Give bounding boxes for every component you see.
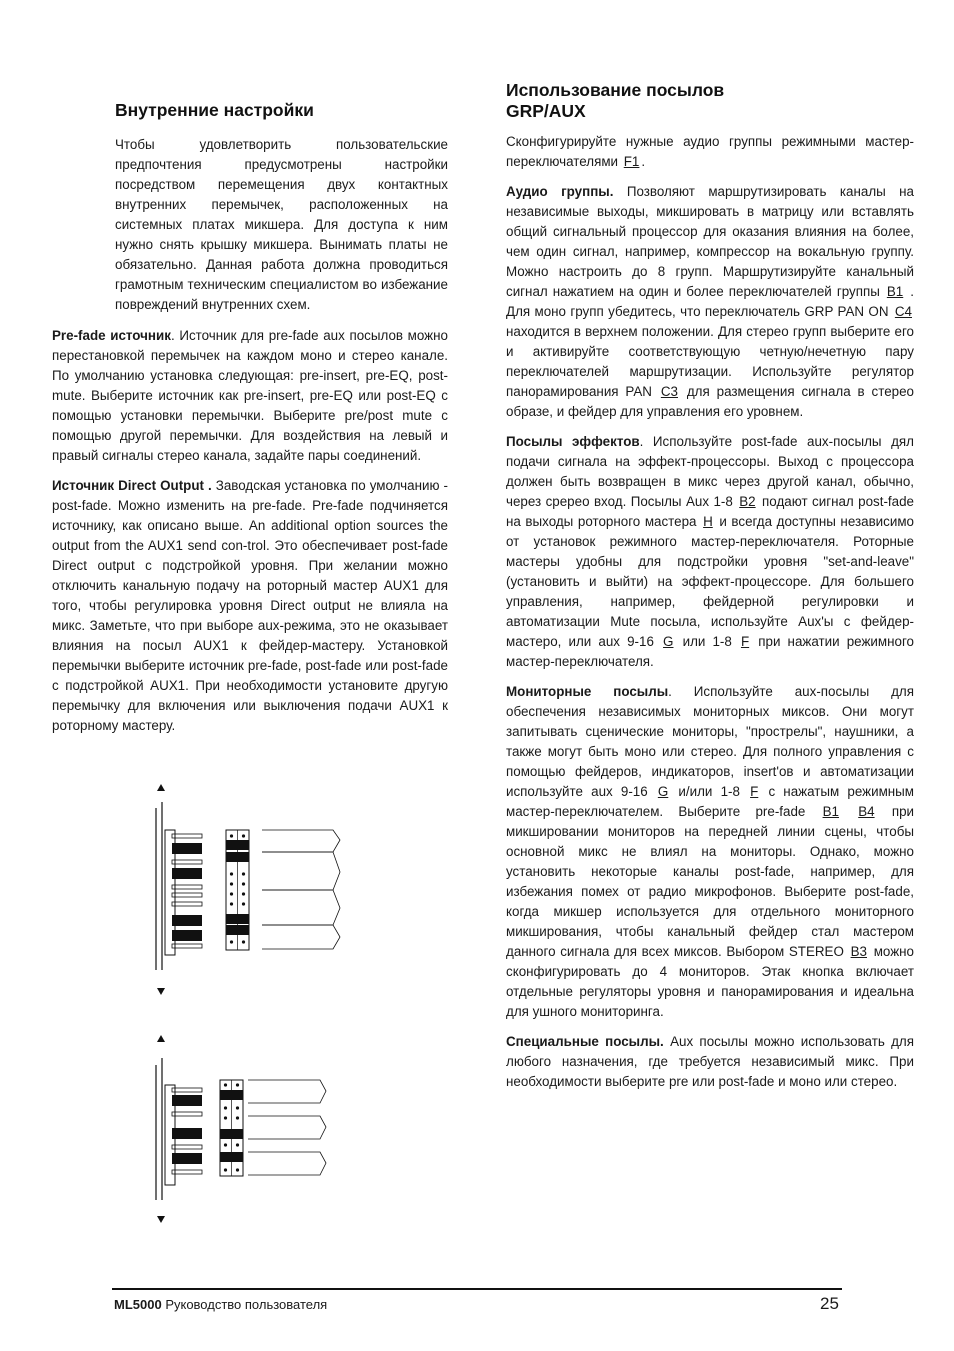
grp-aux-intro: [506, 132, 914, 172]
audio-groups-text-4: для размещения сигнала в стерео образе, и фейдер для управления его уровнем.: [506, 384, 914, 419]
ref-c3: C3: [660, 384, 678, 399]
footer-guide: Руководство пользователя: [161, 1297, 328, 1312]
ref-b2: B2: [739, 494, 756, 509]
left-column: [52, 100, 448, 746]
ref-h: H: [703, 514, 713, 529]
ref-b3: B3: [850, 944, 867, 959]
section-title-line2: GRP/AUX: [506, 101, 586, 121]
special-sends-lead: Специальные посылы.: [506, 1034, 664, 1049]
footer-divider: [112, 1288, 842, 1290]
arrow-down-icon: [157, 988, 165, 995]
internal-settings-section: [52, 100, 448, 315]
connector-pins: [172, 834, 202, 948]
internal-settings-intro: Чтобы удовлетворить пользовательские предпочтения предусмотрены настройки посредством перемещения двух контактных внутренних перемычек, расположенных на системных платах микшера. Для доступа к ним нужно снять крышку микшера. Вынимать платы не обязательно. Данная работа должна проводиться грамотным техническим специалистом во избежание повреждений внутренних схем.: [115, 137, 448, 312]
special-sends-paragraph: [506, 1032, 914, 1092]
monitor-sends-lead: Мониторные посылы: [506, 684, 669, 699]
ref-g-monitor: G: [657, 784, 669, 799]
right-column: [506, 80, 914, 1102]
monitor-text-1: . Используйте aux-посылы для обеспечения независимых мониторных миксов. Они могут запитывать сценические мониторы, "прострелы", наушники, а также могут быть моно или стерео. Для полного управления с помощью фейдеров, индикаторов, insert'ов и автоматизации используйте aux 9-16: [506, 684, 914, 799]
monitor-text-4: при микшировании мониторов на передней линии сцены, чтобы основной микс не влиял на мониторы. Однако, можно установить некоторые каналы post-fade, например, для избежания помех от радио микрофонов. Выберите post-fade, когда микшер используется для отдельного мониторного микширования, чтобы канальный фейдер стал мастером данного сигнала для всех миксов. Выбором STEREO: [506, 804, 914, 959]
monitor-sends-paragraph: [506, 682, 914, 1022]
jumper-block: [226, 830, 249, 950]
jumper-block: [220, 1080, 243, 1176]
footer-model: ML5000: [114, 1297, 162, 1312]
ref-f1: F1: [623, 154, 640, 169]
pointer-arrows: [262, 830, 340, 949]
monitor-text-3: с нажатым режимным мастер-переключателем. Выберите pre-fade: [506, 784, 914, 819]
arrow-down-icon: [157, 1216, 165, 1223]
ref-f-monitor: F: [750, 784, 759, 799]
prefade-source-lead: Pre-fade источник: [52, 328, 171, 343]
pointer-arrows: [248, 1080, 326, 1175]
monitor-text-5: можно сконфигурировать до 4 мониторов. Этак кнопка включает отдельные регуляторы уровня и панорамирования и идеальна для ушного мониторинга.: [506, 944, 914, 1019]
arrow-up-icon: [157, 1035, 165, 1042]
ref-c4: C4: [894, 304, 912, 319]
special-sends-text: Aux посылы можно использовать для любого назначения, где требуется независимый микс. При необходимости выберите pre или post-fade и моно или стерео.: [506, 1034, 914, 1089]
direct-output-paragraph: [52, 476, 448, 736]
audio-groups-text-2: . Для моно групп убедитесь, что переключатель GRP PAN ON: [506, 284, 914, 319]
footer-title: [114, 1297, 327, 1312]
ref-g: G: [663, 634, 674, 649]
effects-sends-lead: Посылы эффектов: [506, 434, 640, 449]
intro-text: Сконфигурируйте нужные аудио группы режимными мастер-переключателями: [506, 134, 914, 169]
ref-f: F: [740, 634, 750, 649]
connector-pins: [172, 1088, 202, 1174]
audio-groups-text-3: находится в верхнем положении. Для стерео групп выберите его и активируйте соответствующую четную/нечетную пару переключателей маршрутизации. Используйте регулятор панорамирования PAN: [506, 324, 914, 399]
audio-groups-paragraph: [506, 182, 914, 422]
effects-text-2: подают сигнал post-fade на выходы роторного мастера: [506, 494, 914, 529]
ref-b4: B4: [858, 804, 875, 819]
ref-b1: B1: [886, 284, 904, 299]
effects-text-4: или 1-8: [675, 634, 739, 649]
section-title-grp-aux: [506, 80, 914, 122]
effects-text-1: . Используйте post-fade aux-посылы дял подачи сигнала на эффект-процессоры. Выход с процессора должен быть возвращен в микс через другой канал, обычно, через сререо вход. Посылы Aux 1-8: [506, 434, 914, 509]
audio-groups-lead: Аудио группы.: [506, 184, 614, 199]
ref-b1-monitor: B1: [822, 804, 839, 819]
arrow-up-icon: [157, 784, 165, 791]
jumper-diagram-bottom: [150, 1030, 350, 1230]
jumper-diagram-top: [150, 780, 350, 1000]
direct-output-lead: Источник Direct Output .: [52, 478, 212, 493]
effects-text-3: и всегда доступны независимо от установок режимного мастер-переключателя. Роторные мастеры удобны для подстройки уровня "set-and-leave" (установить и выйти) на эффект-процессоре. Для большего управления, например, фейдерной регулировки и автоматизации Mute посыла, используйте Aux'ы с фейдер-мастеро, или aux 9-16: [506, 514, 914, 649]
effects-text-5: при нажатии режимного мастер-переключателя.: [506, 634, 914, 669]
section-title-line1: Использование посылов: [506, 80, 725, 100]
section-title-internal-settings: Внутренние настройки: [115, 100, 314, 120]
monitor-text-2: и/или 1-8: [670, 784, 749, 799]
intro-end: .: [641, 154, 646, 169]
prefade-source-paragraph: [52, 326, 448, 466]
effects-sends-paragraph: [506, 432, 914, 672]
direct-output-text: Заводская установка по умолчанию - post-fade. Можно изменить на pre-fade. Pre-fade подчиняется источнику, как описано выше. An additional option sources the output from the AUX1 send con-trol. Это обеспечивает post-fade Direct output с подстройкой уровня. При желании можно отключить канальную подачу на роторный мастер AUX1 для того, чтобы регулировка уровня Direct output не влияла на микс. Заметьте, что при выборе aux-режима, это не оказывает влияния на посыл AUX1 к фейдер-мастеру. Установкой перемычки выберите источник pre-fade, post-fade или post-fade с подстройкой AUX1. При необходимости установите другую перемычку для включения или выключения подачи AUX1 к роторному мастеру.: [52, 478, 448, 733]
audio-groups-text-1: Позволяют маршрутизировать каналы на независимые выходы, микшировать в матрицу или вставлять общий сигнальный процессор для оказания влияния на более, чем один сигнал, например, компрессор на вокальную группу. Можно настроить до 8 групп. Маршрутизируйте канальный сигнал нажатием на один и более переключателей группы: [506, 184, 914, 299]
prefade-source-text: . Источник для pre-fade aux посылов можно перестановкой перемычек на каждом моно и стерео канале. По умолчанию установка следующая: pre-insert, pre-EQ, post-mute. Выберите источник как pre-insert, pre-EQ или post-EQ с помощью установки перемычки. Выберите pre/post mute с помощью другой перемычки. Для воздействия на левый и правый сигналы стерео канала, задайте пары соединений.: [52, 328, 448, 463]
page-number: 25: [820, 1294, 839, 1313]
